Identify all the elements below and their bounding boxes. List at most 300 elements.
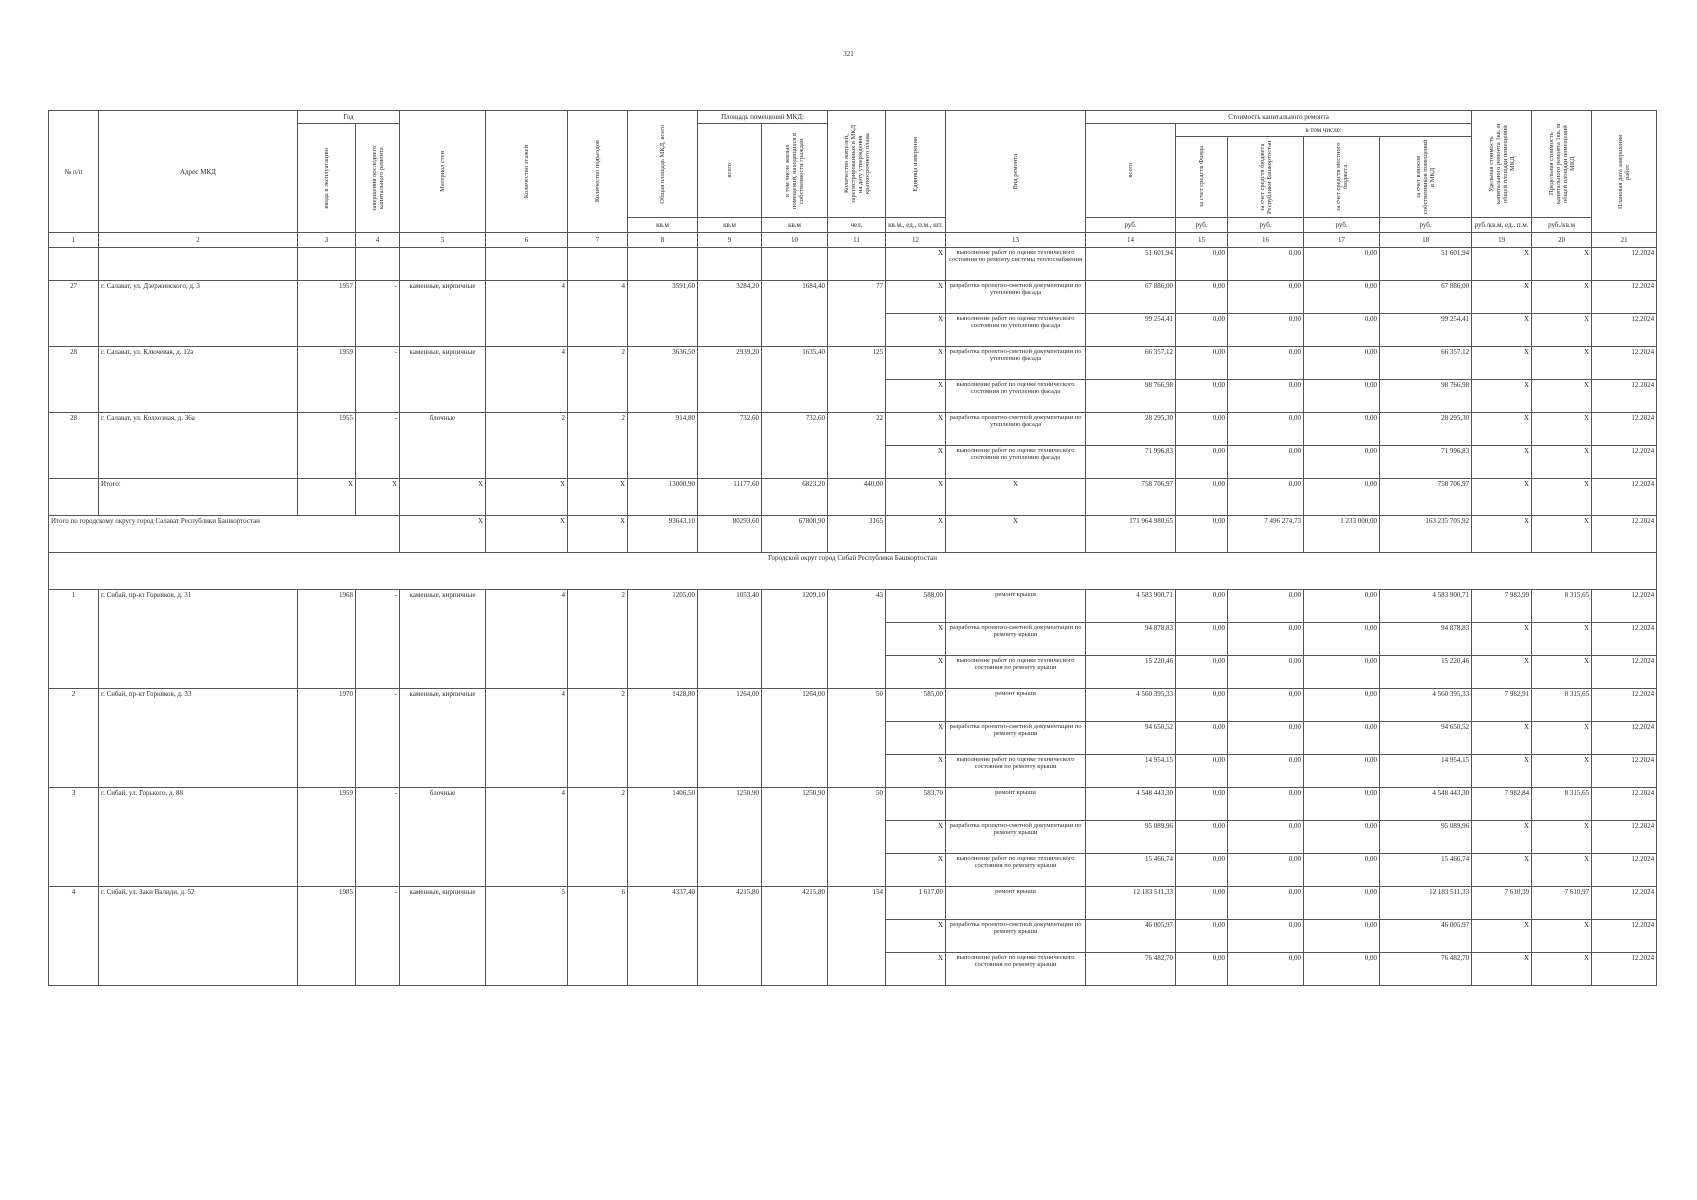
cell-unit: X xyxy=(886,446,946,479)
cell-work: выполнение работ по оценке технического состояния по ремонту системы теплоснабжения xyxy=(946,248,1086,281)
cell-deadline: 12.2024 xyxy=(1592,623,1657,656)
cell-cost-local: 0,00 xyxy=(1304,479,1380,516)
cell-cost-owners: 95 089,96 xyxy=(1380,821,1472,854)
cell-cost-republic: 0,00 xyxy=(1228,479,1304,516)
cell-cost-fund: 0,00 xyxy=(1176,314,1228,347)
cell-cost-local: 0,00 xyxy=(1304,689,1380,722)
cell-deadline: 12.2024 xyxy=(1592,516,1657,553)
cell-residents: 50 xyxy=(828,689,886,788)
unit-cell: руб. xyxy=(1304,218,1380,233)
cell-cost-total: 28 295,30 xyxy=(1086,413,1176,446)
cell-area-owned: 1250,90 xyxy=(762,788,828,887)
cell-cost-total: 76 482,70 xyxy=(1086,953,1176,986)
cell-unit-cost: X xyxy=(1472,479,1532,516)
cell-work: разработка проектно-сметной документации по утеплению фасада xyxy=(946,347,1086,380)
cell-cost-owners: 98 766,98 xyxy=(1380,380,1472,413)
cell-year-built: 1959 xyxy=(298,347,356,413)
cell-cost-fund: 0,00 xyxy=(1176,347,1228,380)
header-year-built: ввода в эксплуатацию xyxy=(298,124,356,233)
column-number-cell: 2 xyxy=(99,233,298,248)
cell-cost-republic: 0,00 xyxy=(1228,788,1304,821)
cell-unit: X xyxy=(886,755,946,788)
cell-cost-local: 0,00 xyxy=(1304,887,1380,920)
cell-cost-owners: 163 235 705,92 xyxy=(1380,516,1472,553)
header-unit: Единица измерения xyxy=(886,111,946,218)
cell-unit: X xyxy=(886,854,946,887)
cell-material: каменные, кирпичные xyxy=(400,689,486,788)
header-address: Адрес МКД xyxy=(99,111,298,233)
column-number-cell: 10 xyxy=(762,233,828,248)
cell-cost-total: 71 996,83 xyxy=(1086,446,1176,479)
cell-cost-owners: 94 650,52 xyxy=(1380,722,1472,755)
cell-residents: 125 xyxy=(828,347,886,413)
cell-cost-republic: 0,00 xyxy=(1228,590,1304,623)
cell-material: каменные, кирпичные xyxy=(400,347,486,413)
cell-cost-republic: 0,00 xyxy=(1228,413,1304,446)
cell-cost-fund: 0,00 xyxy=(1176,623,1228,656)
cell-cost-total: 15 466,74 xyxy=(1086,854,1176,887)
cell-cost-fund: 0,00 xyxy=(1176,656,1228,689)
cell-unit-cost: X xyxy=(1472,380,1532,413)
column-number-cell: 13 xyxy=(946,233,1086,248)
cell-cost-owners: 71 996,83 xyxy=(1380,446,1472,479)
cell-cost-owners: 99 254,41 xyxy=(1380,314,1472,347)
cell-area-all: 3284,20 xyxy=(698,281,762,347)
cell-cost-fund: 0,00 xyxy=(1176,755,1228,788)
cell-num: 28 xyxy=(49,413,99,479)
cell-deadline: 12.2024 xyxy=(1592,314,1657,347)
cell-address: г. Сибай, пр-кт Горняков, д. 31 xyxy=(99,590,298,689)
cell-residents: 43 xyxy=(828,590,886,689)
cell-cost-owners: 12 183 511,33 xyxy=(1380,887,1472,920)
grand-total-body xyxy=(49,516,1657,590)
cell-residents: 440,00 xyxy=(828,479,886,516)
cell-max-cost: X xyxy=(1532,623,1592,656)
cell-cost-total: 14 954,15 xyxy=(1086,755,1176,788)
cell-cost-republic: 0,00 xyxy=(1228,887,1304,920)
cell-unit-cost: X xyxy=(1472,314,1532,347)
cell-residents: 154 xyxy=(828,887,886,986)
cell-cost-total: 4 560 395,33 xyxy=(1086,689,1176,722)
cell-cost-local: 0,00 xyxy=(1304,854,1380,887)
cell-empty xyxy=(628,248,698,281)
table-row xyxy=(49,248,1657,281)
cell-unit: 588,00 xyxy=(886,590,946,623)
header-year-repair: завершения последнего капитального ремонта xyxy=(356,124,400,233)
cell-area: 1428,80 xyxy=(628,689,698,788)
cell-address: г. Салават, ул. Дзержинского, д. 3 xyxy=(99,281,298,347)
cell-deadline: 12.2024 xyxy=(1592,656,1657,689)
cell-work: разработка проектно-сметной документации по ремонту крыши xyxy=(946,623,1086,656)
cell-work: X xyxy=(946,516,1086,553)
cell-cost-owners: 66 357,12 xyxy=(1380,347,1472,380)
cell-cost-owners: 15 466,74 xyxy=(1380,854,1472,887)
cell-area-owned: 4215,80 xyxy=(762,887,828,986)
cell-unit-cost: X xyxy=(1472,281,1532,314)
cell-unit-cost: 7 982,99 xyxy=(1472,590,1532,623)
cell-address: Итого: xyxy=(99,479,298,516)
cell-unit: X xyxy=(886,623,946,656)
cell-cost-owners: 4 548 443,30 xyxy=(1380,788,1472,821)
unit-cell: руб. xyxy=(1380,218,1472,233)
cell-cost-republic: 0,00 xyxy=(1228,821,1304,854)
cell-cost-fund: 0,00 xyxy=(1176,788,1228,821)
cell-floors: 4 xyxy=(486,281,568,347)
cell-cost-fund: 0,00 xyxy=(1176,281,1228,314)
cell-unit-cost: X xyxy=(1472,347,1532,380)
cell-unit-cost: X xyxy=(1472,413,1532,446)
cell-cost-local: 0,00 xyxy=(1304,755,1380,788)
cell-work: X xyxy=(946,479,1086,516)
cell-work: выполнение работ по оценке технического состояния по ремонту крыши xyxy=(946,854,1086,887)
cell-entrances: 2 xyxy=(568,590,628,689)
cell-cost-republic: 0,00 xyxy=(1228,920,1304,953)
header-floors: Количество этажей xyxy=(486,111,568,233)
cell-deadline: 12.2024 xyxy=(1592,380,1657,413)
cell-cost-local: 0,00 xyxy=(1304,446,1380,479)
cell-unit: X xyxy=(886,516,946,553)
cell-cost-local: 0,00 xyxy=(1304,413,1380,446)
cell-area: 3636,50 xyxy=(628,347,698,413)
table-row xyxy=(49,590,1657,623)
header-max-cost: Предельная стоимость капитального ремонта 1кв. м общей площади помещений МКД xyxy=(1532,111,1592,218)
table-row xyxy=(49,347,1657,380)
cell-max-cost: 8 315,65 xyxy=(1532,590,1592,623)
column-number-cell: 19 xyxy=(1472,233,1532,248)
cell-cost-fund: 0,00 xyxy=(1176,920,1228,953)
cell-cost-fund: 0,00 xyxy=(1176,821,1228,854)
cell-work: разработка проектно-сметной документации по ремонту крыши xyxy=(946,920,1086,953)
header-num: № п/п xyxy=(49,111,99,233)
cell-area-all: 80293,60 xyxy=(698,516,762,553)
cell-cost-owners: 15 220,46 xyxy=(1380,656,1472,689)
cell-cost-local: 0,00 xyxy=(1304,248,1380,281)
cell-cost-republic: 0,00 xyxy=(1228,446,1304,479)
cell-cost-fund: 0,00 xyxy=(1176,722,1228,755)
cell-address: г. Салават, ул. Колхозная, д. 36а xyxy=(99,413,298,479)
cell-year-built: X xyxy=(298,479,356,516)
cell-cost-fund: 0,00 xyxy=(1176,248,1228,281)
cell-entrances: 6 xyxy=(568,887,628,986)
cell-area: 13000,90 xyxy=(628,479,698,516)
cell-area-all: 1053,40 xyxy=(698,590,762,689)
cell-unit: X xyxy=(886,380,946,413)
cell-cost-local: 0,00 xyxy=(1304,788,1380,821)
unit-cell: кв.м xyxy=(762,218,828,233)
cell-max-cost: X xyxy=(1532,314,1592,347)
cell-cost-local: 0,00 xyxy=(1304,380,1380,413)
cell-cost-total: 171 964 980,65 xyxy=(1086,516,1176,553)
cell-cost-fund: 0,00 xyxy=(1176,590,1228,623)
column-number-cell: 20 xyxy=(1532,233,1592,248)
cell-work: разработка проектно-сметной документации по ремонту крыши xyxy=(946,821,1086,854)
unit-cell: кв.м xyxy=(628,218,698,233)
cell-cost-local: 0,00 xyxy=(1304,590,1380,623)
cell-num: 4 xyxy=(49,887,99,986)
cell-deadline: 12.2024 xyxy=(1592,722,1657,755)
cell-area: 4337,40 xyxy=(628,887,698,986)
cell-area-all: 2939,20 xyxy=(698,347,762,413)
cell-work: выполнение работ по оценке технического состояния по утеплению фасада xyxy=(946,380,1086,413)
cell-unit-cost: 7 610,39 xyxy=(1472,887,1532,920)
cell-floors: 4 xyxy=(486,689,568,788)
repair-plan-table xyxy=(48,110,1657,986)
cell-num: 27 xyxy=(49,281,99,347)
cell-cost-fund: 0,00 xyxy=(1176,516,1228,553)
cell-unit-cost: X xyxy=(1472,656,1532,689)
cell-area: 93643,10 xyxy=(628,516,698,553)
cell-cost-total: 94 878,83 xyxy=(1086,623,1176,656)
cell-cost-republic: 0,00 xyxy=(1228,689,1304,722)
cell-cost-fund: 0,00 xyxy=(1176,854,1228,887)
cell-max-cost: 8 315,65 xyxy=(1532,788,1592,821)
cell-year-repair: X xyxy=(356,479,400,516)
cell-unit: X xyxy=(886,953,946,986)
header-premises-area: Площадь помещений МКД: xyxy=(698,111,828,124)
cell-unit-cost: X xyxy=(1472,623,1532,656)
cell-unit: X xyxy=(886,413,946,446)
cell-unit: 1 617,00 xyxy=(886,887,946,920)
unit-cell: руб./кв.м xyxy=(1532,218,1592,233)
grand-total-row xyxy=(49,516,1657,553)
header-deadline: Плановая дата завершения работ xyxy=(1592,111,1657,233)
cell-work: ремонт крыши xyxy=(946,788,1086,821)
cell-cost-total: 66 357,12 xyxy=(1086,347,1176,380)
header-area-owned: в том числе жилых помещений, находящихся в собственности граждан xyxy=(762,124,828,218)
cell-max-cost: X xyxy=(1532,755,1592,788)
cell-cost-republic: 0,00 xyxy=(1228,248,1304,281)
cell-cost-local: 0,00 xyxy=(1304,656,1380,689)
column-number-cell: 8 xyxy=(628,233,698,248)
cell-residents: 3165 xyxy=(828,516,886,553)
header-owners: за счет взносов собственников помещений в МКД xyxy=(1380,137,1472,218)
cell-cost-fund: 0,00 xyxy=(1176,689,1228,722)
cell-entrances: X xyxy=(568,479,628,516)
cell-area-all: 1250,90 xyxy=(698,788,762,887)
cell-cost-total: 12 183 511,33 xyxy=(1086,887,1176,920)
cell-material: X xyxy=(400,479,486,516)
cell-unit: X xyxy=(886,722,946,755)
cell-cost-local: 0,00 xyxy=(1304,314,1380,347)
cell-area-all: 732,60 xyxy=(698,413,762,479)
cell-year-repair: - xyxy=(356,689,400,788)
cell-max-cost: 8 315,65 xyxy=(1532,689,1592,722)
cell-deadline: 12.2024 xyxy=(1592,821,1657,854)
cell-unit-cost: 7 982,84 xyxy=(1472,788,1532,821)
cell-cost-total: 15 220,46 xyxy=(1086,656,1176,689)
header-work: Вид ремонта xyxy=(946,111,1086,233)
cell-cost-owners: 94 878,83 xyxy=(1380,623,1472,656)
cell-deadline: 12.2024 xyxy=(1592,479,1657,516)
subtotal-row xyxy=(49,479,1657,516)
cell-cost-local: 0,00 xyxy=(1304,623,1380,656)
cell-year-repair: - xyxy=(356,413,400,479)
cell-cost-republic: 7 496 274,73 xyxy=(1228,516,1304,553)
cell-cost-total: 94 650,52 xyxy=(1086,722,1176,755)
repair-plan-table-wrapper xyxy=(48,110,1656,986)
header-year: Год xyxy=(298,111,400,124)
cell-unit-cost: X xyxy=(1472,755,1532,788)
cell-cost-owners: 46 005,97 xyxy=(1380,920,1472,953)
cell-area-all: 11177,60 xyxy=(698,479,762,516)
cell-cost-republic: 0,00 xyxy=(1228,314,1304,347)
table-body-sibay xyxy=(49,590,1657,986)
cell-material: блочные xyxy=(400,413,486,479)
cell-cost-local: 0,00 xyxy=(1304,953,1380,986)
cell-unit-cost: 7 982,91 xyxy=(1472,689,1532,722)
cell-year-repair: - xyxy=(356,788,400,887)
cell-address: г. Сибай, ул. Заки Валиди, д. 52 xyxy=(99,887,298,986)
cell-cost-republic: 0,00 xyxy=(1228,623,1304,656)
cell-floors: 4 xyxy=(486,590,568,689)
column-number-cell: 21 xyxy=(1592,233,1657,248)
header-cost: Стоимость капитального ремонта xyxy=(1086,111,1472,124)
cell-empty xyxy=(698,248,762,281)
cell-max-cost: X xyxy=(1532,479,1592,516)
cell-work: выполнение работ по оценке технического состояния по утеплению фасада xyxy=(946,446,1086,479)
cell-empty xyxy=(99,248,298,281)
column-number-cell: 5 xyxy=(400,233,486,248)
cell-material: блочные xyxy=(400,788,486,887)
cell-address: г. Сибай, ул. Горького, д. 88 xyxy=(99,788,298,887)
cell-empty xyxy=(762,248,828,281)
cell-cost-republic: 0,00 xyxy=(1228,347,1304,380)
cell-material: каменные, кирпичные xyxy=(400,590,486,689)
table-row xyxy=(49,689,1657,722)
cell-unit: X xyxy=(886,656,946,689)
cell-max-cost: X xyxy=(1532,446,1592,479)
cell-cost-fund: 0,00 xyxy=(1176,953,1228,986)
cell-year-built: 1970 xyxy=(298,689,356,788)
cell-unit-cost: X xyxy=(1472,516,1532,553)
cell-cost-local: 0,00 xyxy=(1304,920,1380,953)
header-fund: за счет средств Фонда xyxy=(1176,137,1228,218)
cell-deadline: 12.2024 xyxy=(1592,788,1657,821)
cell-residents: 50 xyxy=(828,788,886,887)
cell-area: 1205,00 xyxy=(628,590,698,689)
cell-unit: X xyxy=(886,821,946,854)
cell-work: разработка проектно-сметной документации по ремонту крыши xyxy=(946,722,1086,755)
column-number-cell: 11 xyxy=(828,233,886,248)
cell-unit: X xyxy=(886,314,946,347)
cell-work: разработка проектно-сметной документации по утеплению фасада xyxy=(946,281,1086,314)
cell-floors: X xyxy=(486,479,568,516)
column-number-cell: 14 xyxy=(1086,233,1176,248)
cell-cost-fund: 0,00 xyxy=(1176,887,1228,920)
cell-num xyxy=(49,479,99,516)
cell-max-cost: X xyxy=(1532,656,1592,689)
cell-cost-total: 4 583 900,71 xyxy=(1086,590,1176,623)
cell-cost-fund: 0,00 xyxy=(1176,413,1228,446)
cell-cost-total: 758 706,97 xyxy=(1086,479,1176,516)
cell-cost-total: 46 005,97 xyxy=(1086,920,1176,953)
cell-cost-republic: 0,00 xyxy=(1228,656,1304,689)
cell-empty xyxy=(400,248,486,281)
table-row xyxy=(49,887,1657,920)
cell-empty xyxy=(828,248,886,281)
cell-cost-total: 4 548 443,30 xyxy=(1086,788,1176,821)
header-entrances: Количество подъездов xyxy=(568,111,628,233)
unit-cell: руб. xyxy=(1228,218,1304,233)
unit-cell: кв.м xyxy=(698,218,762,233)
cell-work: разработка проектно-сметной документации по утеплению фасада xyxy=(946,413,1086,446)
header-cost-incl: в том числе: xyxy=(1176,124,1472,137)
cell-work: ремонт крыши xyxy=(946,689,1086,722)
cell-work: выполнение работ по оценке технического состояния по утеплению фасада xyxy=(946,314,1086,347)
cell-cost-republic: 0,00 xyxy=(1228,281,1304,314)
cell-deadline: 12.2024 xyxy=(1592,446,1657,479)
cell-deadline: 12.2024 xyxy=(1592,248,1657,281)
cell-cost-fund: 0,00 xyxy=(1176,479,1228,516)
cell-deadline: 12.2024 xyxy=(1592,854,1657,887)
cell-empty xyxy=(486,248,568,281)
cell-num: 2 xyxy=(49,689,99,788)
cell-cost-local: 0,00 xyxy=(1304,281,1380,314)
table-row xyxy=(49,788,1657,821)
cell-area: 3591,60 xyxy=(628,281,698,347)
cell-cost-owners: 28 295,30 xyxy=(1380,413,1472,446)
cell-entrances: 4 xyxy=(568,281,628,347)
header-residents: Количество жителей, зарегистрированных в МКД на дату утверждения краткосрочного плана xyxy=(828,111,886,218)
unit-cell: чел. xyxy=(828,218,886,233)
cell-entrances: X xyxy=(568,516,628,553)
cell-cost-owners: 67 886,00 xyxy=(1380,281,1472,314)
cell-cost-local: 0,00 xyxy=(1304,722,1380,755)
column-number-cell: 9 xyxy=(698,233,762,248)
cell-cost-owners: 76 482,70 xyxy=(1380,953,1472,986)
header-material: Материал стен xyxy=(400,111,486,233)
cell-residents: 22 xyxy=(828,413,886,479)
cell-deadline: 12.2024 xyxy=(1592,281,1657,314)
cell-floors: 4 xyxy=(486,347,568,413)
cell-empty xyxy=(298,248,356,281)
cell-unit: 583,70 xyxy=(886,788,946,821)
cell-cost-total: 99 254,41 xyxy=(1086,314,1176,347)
column-number-cell: 17 xyxy=(1304,233,1380,248)
cell-area: 1406,50 xyxy=(628,788,698,887)
cell-deadline: 12.2024 xyxy=(1592,755,1657,788)
cell-unit: X xyxy=(886,347,946,380)
cell-cost-owners: 4 560 395,33 xyxy=(1380,689,1472,722)
cell-empty xyxy=(568,248,628,281)
cell-unit: X xyxy=(886,281,946,314)
cell-year-built: 1985 xyxy=(298,887,356,986)
cell-year-built: 1968 xyxy=(298,590,356,689)
cell-year-repair: - xyxy=(356,347,400,413)
cell-max-cost: X xyxy=(1532,248,1592,281)
cell-unit-cost: X xyxy=(1472,821,1532,854)
cell-unit-cost: X xyxy=(1472,854,1532,887)
cell-unit: X xyxy=(886,920,946,953)
column-numbers-row xyxy=(49,233,1657,248)
cell-max-cost: X xyxy=(1532,281,1592,314)
cell-area-owned: 67808,90 xyxy=(762,516,828,553)
cell-work: ремонт крыши xyxy=(946,590,1086,623)
cell-num: 28 xyxy=(49,347,99,413)
cell-area-all: 4215,80 xyxy=(698,887,762,986)
cell-work: ремонт крыши xyxy=(946,887,1086,920)
table-row xyxy=(49,281,1657,314)
cell-cost-owners: 14 954,15 xyxy=(1380,755,1472,788)
cell-entrances: 2 xyxy=(568,788,628,887)
cell-cost-local: 1 233 000,00 xyxy=(1304,516,1380,553)
cell-cost-republic: 0,00 xyxy=(1228,380,1304,413)
column-number-cell: 16 xyxy=(1228,233,1304,248)
cell-max-cost: X xyxy=(1532,953,1592,986)
cell-deadline: 12.2024 xyxy=(1592,887,1657,920)
cell-address: г. Сибай, пр-кт Горняков, д. 33 xyxy=(99,689,298,788)
cell-cost-local: 0,00 xyxy=(1304,821,1380,854)
